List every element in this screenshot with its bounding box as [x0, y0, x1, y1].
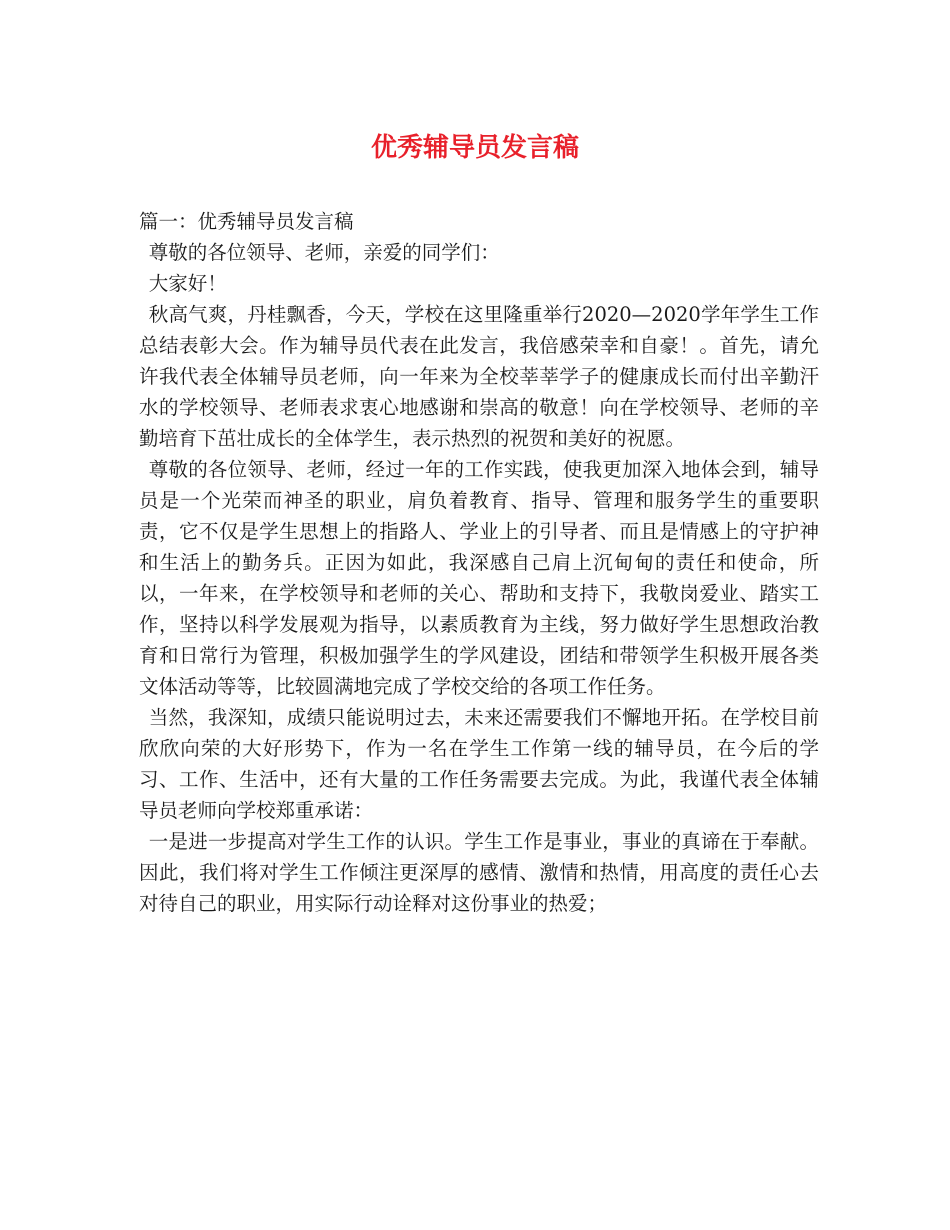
greeting: 大家好！	[148, 272, 227, 295]
section-heading: 篇一：优秀辅导员发言稿	[139, 210, 354, 233]
document-body	[139, 206, 819, 919]
body-paragraph: 一是进一步提高对学生工作的认识。学生工作是事业，事业的真谛在于奉献。因此，我们将对学生工作倾注更深厚的感情、激情和热情，用高度的责任心去对待自己的职业，用实际行动诠释对这份事业的热爱；	[139, 830, 819, 915]
document-title: 优秀辅导员发言稿	[370, 133, 579, 163]
body-paragraph: 当然，我深知，成绩只能说明过去，未来还需要我们不懈地开拓。在学校目前欣欣向荣的大好形势下，作为一名在学生工作第一线的辅导员，在今后的学习、工作、生活中，还有大量的工作任务需要去完成。为此，我谨代表全体辅导员老师向学校郑重承诺：	[139, 706, 819, 822]
salutation: 尊敬的各位领导、老师，亲爱的同学们：	[148, 241, 500, 264]
body-paragraph: 秋高气爽，丹桂飘香，今天，学校在这里隆重举行2020—2020学年学生工作总结表彰大会。作为辅导员代表在此发言，我倍感荣幸和自豪！。首先，请允许我代表全体辅导员老师，向一年来为全校莘莘学子的健康成长而付出辛勤汗水的学校领导、老师表求衷心地感谢和崇高的敬意！向在学校领导、老师的辛勤培育下茁壮成长的全体学生，表示热烈的祝贺和美好的祝愿。	[139, 303, 819, 450]
body-paragraph: 尊敬的各位领导、老师，经过一年的工作实践，使我更加深入地体会到，辅导员是一个光荣而神圣的职业，肩负着教育、指导、管理和服务学生的重要职责，它不仅是学生思想上的指路人、学业上的引导者、而且是情感上的守护神和生活上的勤务兵。正因为如此，我深感自己肩上沉甸甸的责任和使命，所以，一年来，在学校领导和老师的关心、帮助和支持下，我敬岗爱业、踏实工作，坚持以科学发展观为指导，以素质教育为主线，努力做好学生思想政治教育和日常行为管理，积极加强学生的学风建设，团结和带领学生积极开展各类文体活动等等，比较圆满地完成了学校交给的各项工作任务。	[139, 458, 819, 698]
